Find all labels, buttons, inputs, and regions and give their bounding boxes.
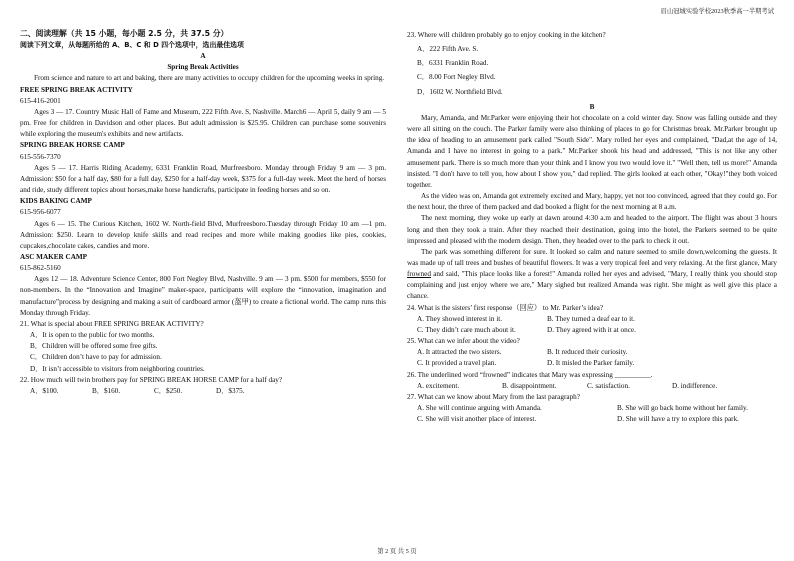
- question-21-option-b: B．Children will be offered some free gifts.: [30, 342, 158, 351]
- question-24-option-c: C. They didn’t care much about it.: [417, 325, 516, 334]
- question-25-stem: 25. What can we infer about the video?: [407, 337, 520, 346]
- question-27-option-d: D. She will have a try to explore this park.: [617, 415, 739, 424]
- question-25-options-row-2: [407, 358, 777, 369]
- question-21-stem: 21. What is special about FREE SPRING BREAK ACTIVITY?: [20, 319, 204, 328]
- question-25-option-a: A. It attracted the two sisters.: [417, 348, 502, 357]
- question-27-option-b: B. She will go back home without her family.: [617, 404, 748, 412]
- activity-name: SPRING BREAK HORSE CAMP: [20, 141, 125, 150]
- passage-a-letter: A: [200, 52, 206, 61]
- question-23-stem: 23. Where will children probably go to enjoy cooking in the kitchen?: [407, 31, 606, 39]
- passage-a-title: Spring Break Activities: [167, 63, 239, 72]
- question-24-option-d: D. They agreed with it at once.: [547, 325, 636, 334]
- question-24-option-a: A. They showed interest in it.: [417, 314, 503, 323]
- section-title: 二、阅读理解（共 15 小题，每小题 2.5 分，共 37.5 分）: [20, 29, 229, 38]
- paragraph-4-text-after: and said, "This place looks like a forest!" Amanda rolled her eyes and advised, "Mary, I really think you should stop complaining and just enjoy where we are," Mary sighed but realized Amanda was right. She might as well give this place a chance.: [407, 270, 777, 301]
- question-22-option-c: C．$250.: [154, 386, 183, 395]
- activity-name: KIDS BAKING CAMP: [20, 197, 92, 206]
- header-school-term: 眉山冠城实验学校2023秋季高一半期考试: [660, 8, 774, 15]
- question-26-option-a: A. excitement.: [417, 381, 460, 390]
- question-21-option-a: A．It is open to the public for two months.: [30, 331, 155, 340]
- question-26-stem: 26. The underlined word “frowned” indicates that Mary was expressing __________.: [407, 370, 653, 379]
- question-23-option-c: C．8.00 Fort Negley Blvd.: [417, 73, 496, 82]
- question-23-option-d: D．1602 W. Northfield Blvd.: [417, 87, 503, 96]
- activity-body: Ages 5 — 17. Harris Riding Academy, 6331 Franklin Road, Murfreesboro. Monday through Friday 9 am — 3 pm. Admission: $50 for a half day, $80 for a full day, $250 for a half-day week, $375 for a full-day week. Meet the herd of horses and ride, study different topics about horses,make horse handicrafts, participate in feeding horses and so on.: [20, 163, 386, 195]
- section-instruction: 阅读下列文章，从每题所给的 A、B、C 和 D 四个选项中，选出最佳选项: [20, 41, 244, 49]
- right-column: [407, 30, 777, 543]
- passage-b-paragraph: Mary, Amanda, and Mr.Parker were enjoying their hot chocolate on a cold winter day. Snow was falling outside and they were all sitting on the couch. The Parker family were also thinking of places to go for Christmas break. Mr.Parker brought up the idea of heading to an amusement park called "South Side". Mary rolled her eyes and complained, "Dad,at the age of 14, Amanda and I have no interest in going to a park." Mr.Parker shook his head and addressed, "This is not like any other amusement park. There is so much more than your think and I know you two would love it." "Well then, tell us more!" Amanda insisted. "I don't have to tell you, how about I show you," dad replied. The girls looked at each other, "Okay!"they both voiced together.: [407, 113, 777, 189]
- question-27-options-row-1: [407, 403, 777, 414]
- paragraph-4-text-before: The park was something different for sure. It looked so calm and nature seemed to smile down,welcoming the guests. It was made up of tall trees and bushes of beautiful flowers. It was a very tropical feel and very relaxing. At the first glance, Mary: [407, 247, 777, 267]
- question-23-option-b: B．6331 Franklin Road.: [417, 59, 489, 68]
- question-24-option-b: B. They turned a deaf ear to it.: [547, 314, 635, 323]
- question-27-option-c: C. She will visit another place of interest.: [417, 415, 537, 424]
- question-24-stem: 24. What is the sisters’ first response（回应） to Mr. Parker’s idea?: [407, 303, 604, 312]
- underlined-word-frowned: frowned: [407, 270, 431, 279]
- passage-a-intro: From science and nature to art and baking, there are many activities to occupy children for the upcoming weeks in spring.: [34, 74, 385, 83]
- question-22-option-b: B．$160.: [92, 386, 121, 395]
- passage-b-letter: B: [589, 102, 595, 111]
- question-25-option-c: C. It provided a travel plan.: [417, 359, 497, 368]
- activity-name: ASC MAKER CAMP: [20, 252, 88, 261]
- activity-name: FREE SPRING BREAK ACTIVITY: [20, 85, 133, 94]
- question-21-option-d: D．It isn’t accessible to visitors from neighboring countries.: [30, 364, 205, 373]
- question-27-option-a: A. She will continue arguing with Amanda.: [417, 404, 542, 412]
- question-22-options: [20, 386, 386, 397]
- activity-body: Ages 6 — 15. The Curious Kitchen, 1602 W. North-field Blvd, Murfreesboro.Tuesday through Friday 10 am —1 pm. Admission: $250. Learn to develop knife skills and read recipes and more while making goodies like pies, cookies, cupcakes,chocolate cakes, candies and more.: [20, 219, 386, 250]
- question-26-option-d: D. indifference.: [672, 381, 718, 390]
- question-24-options-row-1: [407, 314, 777, 325]
- question-26-option-c: C. satisfaction.: [587, 381, 630, 390]
- question-22-stem: 22. How much will twin brothers pay for SPRING BREAK HORSE CAMP for a half day?: [20, 375, 283, 384]
- activity-phone: 615-956-6077: [20, 208, 61, 217]
- question-25-option-b: B. It reduced their curiosity.: [547, 348, 628, 357]
- question-26-option-b: B. disappointment.: [502, 381, 557, 390]
- activity-phone: 615-416-2001: [20, 96, 61, 105]
- question-21-option-c: C．Children don’t have to pay for admission.: [30, 353, 162, 362]
- activity-body: Ages 12 — 18. Adventure Science Center, 800 Fort Negley Blvd, Nashville. 9 am — 3 pm. $500 for members, $550 for non-members. In the “Innovation and Imagine” maker-space, participants will explore the “innovation, imagination and manufacture”process by designing and making a suit of cardboard armor (盔甲) to create a fictional world. The camp runs this Monday through Friday.: [20, 275, 386, 317]
- question-27-stem: 27. What can we know about Mary from the last paragraph?: [407, 392, 580, 401]
- activity-body: Ages 3 — 17. Country Music Hall of Fame and Museum, 222 Fifth Ave. S, Nashville. March6 — April 5, daily 9 am — 5 pm. Free for children in Davidson and other places. But adult admission is $25.95. Children can purchase some souvenirs while exploring the museum's exhibits and new artifacts.: [20, 107, 386, 139]
- question-22-option-d: D．$375.: [216, 386, 245, 395]
- question-25-options-row-1: [407, 347, 777, 358]
- question-24-options-row-2: [407, 325, 777, 336]
- question-26-options: [407, 381, 777, 392]
- question-27-options-row-2: [407, 414, 777, 425]
- question-25-option-d: D. It misled the Parker family.: [547, 359, 635, 368]
- question-22-option-a: A．$100.: [30, 386, 59, 395]
- question-23-option-a: A．222 Fifth Ave. S.: [417, 45, 479, 54]
- activity-phone: 615-862-5160: [20, 264, 61, 273]
- passage-b-paragraph: The next morning, they woke up early at dawn around 4:30 a.m and headed to the airport. The flight was about 3 hours long and then they took a train. After they reached their destination, going into the hotel, the Parkers seemed to be quite impressed and pleased with the modern design. Then, they headed over to the park to check it out.: [407, 214, 777, 245]
- left-column: [20, 28, 386, 543]
- passage-b-paragraph-4: [407, 247, 777, 303]
- activity-phone: 615-556-7370: [20, 152, 61, 161]
- passage-b-paragraph: As the video was on, Amanda got extremely excited and Mary, happy, yet not too convinced, agreed that they could go. For the next hour, the three of them packed and dad booked a flight for the next morning at 8 a.m.: [407, 192, 777, 212]
- page-number: 第 2 页 共 5 页: [377, 548, 417, 555]
